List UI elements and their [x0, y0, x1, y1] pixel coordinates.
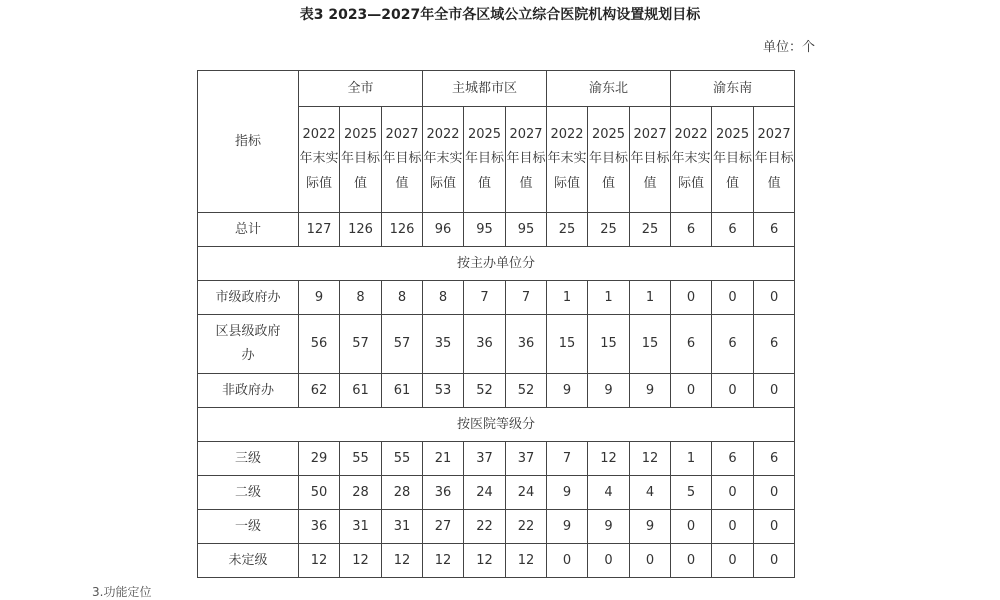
value-cell: 95: [464, 213, 506, 247]
table-row: [198, 510, 795, 544]
value-cell: 37: [506, 442, 547, 476]
value-cell: 53: [423, 374, 464, 408]
row-label: 一级: [198, 510, 299, 544]
table-title: 表3 2023—2027年全市各区域公立综合医院机构设置规划目标: [299, 7, 701, 23]
value-cell: 12: [340, 544, 382, 578]
value-cell: 12: [423, 544, 464, 578]
planning-table: [197, 70, 795, 578]
value-cell: 36: [464, 315, 506, 374]
value-cell: 22: [464, 510, 506, 544]
header-subcol: 2022年末实际值: [423, 107, 464, 213]
value-cell: 4: [588, 476, 630, 510]
header-region: 渝东南: [671, 71, 795, 107]
value-cell: 12: [382, 544, 423, 578]
value-cell: 9: [630, 374, 671, 408]
value-cell: 0: [630, 544, 671, 578]
section-row: [198, 408, 795, 442]
header-subcol: 2027年目标值: [754, 107, 795, 213]
table-row: [198, 476, 795, 510]
table-row: [198, 281, 795, 315]
value-cell: 24: [464, 476, 506, 510]
table-row: [198, 213, 795, 247]
value-cell: 7: [547, 442, 588, 476]
header-subcol: 2022年末实际值: [671, 107, 712, 213]
value-cell: 5: [671, 476, 712, 510]
value-cell: 1: [547, 281, 588, 315]
value-cell: 0: [671, 544, 712, 578]
value-cell: 12: [464, 544, 506, 578]
value-cell: 27: [423, 510, 464, 544]
value-cell: 9: [588, 374, 630, 408]
value-cell: 0: [754, 544, 795, 578]
table-row: [198, 544, 795, 578]
value-cell: 0: [671, 374, 712, 408]
header-subcol: 2027年目标值: [506, 107, 547, 213]
header-region: 主城都市区: [423, 71, 547, 107]
value-cell: 0: [712, 476, 754, 510]
header-subcol: 2025年目标值: [340, 107, 382, 213]
table-row: [198, 315, 795, 374]
value-cell: 0: [712, 544, 754, 578]
value-cell: 15: [588, 315, 630, 374]
value-cell: 8: [340, 281, 382, 315]
value-cell: 6: [754, 315, 795, 374]
value-cell: 55: [382, 442, 423, 476]
value-cell: 36: [299, 510, 340, 544]
value-cell: 8: [423, 281, 464, 315]
row-label: 非政府办: [198, 374, 299, 408]
value-cell: 9: [547, 476, 588, 510]
value-cell: 0: [712, 281, 754, 315]
value-cell: 1: [588, 281, 630, 315]
table-row: [198, 442, 795, 476]
value-cell: 9: [547, 510, 588, 544]
value-cell: 9: [299, 281, 340, 315]
value-cell: 6: [712, 442, 754, 476]
value-cell: 0: [754, 374, 795, 408]
value-cell: 12: [630, 442, 671, 476]
row-label: 市级政府办: [198, 281, 299, 315]
value-cell: 0: [671, 281, 712, 315]
value-cell: 7: [464, 281, 506, 315]
header-subcol: 2025年目标值: [712, 107, 754, 213]
value-cell: 6: [754, 213, 795, 247]
value-cell: 62: [299, 374, 340, 408]
value-cell: 52: [464, 374, 506, 408]
value-cell: 7: [506, 281, 547, 315]
value-cell: 36: [423, 476, 464, 510]
unit-label: 单位：个: [762, 40, 815, 55]
section-label: 按医院等级分: [198, 408, 795, 442]
value-cell: 28: [382, 476, 423, 510]
header-subcol: 2027年目标值: [382, 107, 423, 213]
value-cell: 6: [712, 213, 754, 247]
header-region: 全市: [299, 71, 423, 107]
value-cell: 9: [630, 510, 671, 544]
value-cell: 36: [506, 315, 547, 374]
value-cell: 8: [382, 281, 423, 315]
value-cell: 37: [464, 442, 506, 476]
value-cell: 4: [630, 476, 671, 510]
value-cell: 15: [630, 315, 671, 374]
value-cell: 15: [547, 315, 588, 374]
table-body: [198, 71, 795, 578]
header-subcol: 2027年目标值: [630, 107, 671, 213]
value-cell: 28: [340, 476, 382, 510]
header-region: 渝东北: [547, 71, 671, 107]
value-cell: 50: [299, 476, 340, 510]
row-label: 总计: [198, 213, 299, 247]
section-row: [198, 247, 795, 281]
header-subcol: 2025年目标值: [464, 107, 506, 213]
value-cell: 12: [588, 442, 630, 476]
value-cell: 57: [382, 315, 423, 374]
header-indicator: 指标: [198, 71, 299, 213]
value-cell: 1: [630, 281, 671, 315]
value-cell: 6: [712, 315, 754, 374]
value-cell: 0: [754, 476, 795, 510]
value-cell: 52: [506, 374, 547, 408]
row-label: 区县级政府办: [198, 315, 299, 374]
row-label: 三级: [198, 442, 299, 476]
value-cell: 21: [423, 442, 464, 476]
value-cell: 25: [630, 213, 671, 247]
value-cell: 126: [340, 213, 382, 247]
value-cell: 57: [340, 315, 382, 374]
value-cell: 0: [671, 510, 712, 544]
header-row-regions: [198, 71, 795, 107]
value-cell: 31: [340, 510, 382, 544]
value-cell: 29: [299, 442, 340, 476]
value-cell: 0: [547, 544, 588, 578]
value-cell: 61: [382, 374, 423, 408]
header-subcol: 2025年目标值: [588, 107, 630, 213]
table-row: [198, 374, 795, 408]
value-cell: 0: [712, 510, 754, 544]
header-subcol: 2022年末实际值: [547, 107, 588, 213]
value-cell: 12: [506, 544, 547, 578]
value-cell: 31: [382, 510, 423, 544]
section-label: 按主办单位分: [198, 247, 795, 281]
value-cell: 22: [506, 510, 547, 544]
value-cell: 6: [671, 315, 712, 374]
value-cell: 0: [588, 544, 630, 578]
value-cell: 25: [547, 213, 588, 247]
value-cell: 25: [588, 213, 630, 247]
value-cell: 96: [423, 213, 464, 247]
value-cell: 61: [340, 374, 382, 408]
value-cell: 126: [382, 213, 423, 247]
value-cell: 0: [754, 281, 795, 315]
value-cell: 9: [547, 374, 588, 408]
value-cell: 24: [506, 476, 547, 510]
value-cell: 9: [588, 510, 630, 544]
footnote: 3.功能定位: [92, 585, 152, 599]
row-label: 未定级: [198, 544, 299, 578]
value-cell: 1: [671, 442, 712, 476]
row-label: 二级: [198, 476, 299, 510]
value-cell: 55: [340, 442, 382, 476]
value-cell: 6: [671, 213, 712, 247]
value-cell: 6: [754, 442, 795, 476]
value-cell: 127: [299, 213, 340, 247]
header-subcol: 2022年末实际值: [299, 107, 340, 213]
value-cell: 56: [299, 315, 340, 374]
value-cell: 95: [506, 213, 547, 247]
value-cell: 0: [712, 374, 754, 408]
value-cell: 12: [299, 544, 340, 578]
value-cell: 35: [423, 315, 464, 374]
value-cell: 0: [754, 510, 795, 544]
